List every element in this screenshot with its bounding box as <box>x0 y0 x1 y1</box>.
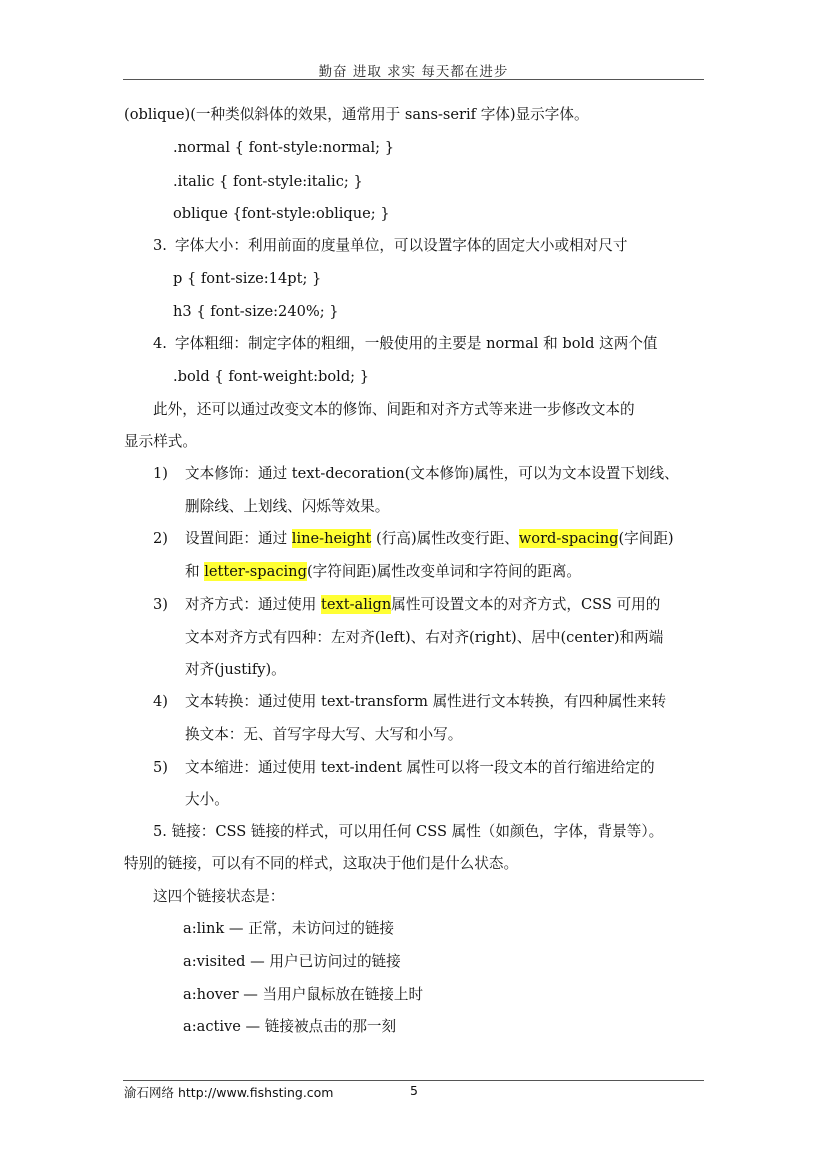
list-number: 3) <box>153 596 168 613</box>
highlighted-term: letter-spacing <box>204 563 307 580</box>
highlighted-term: line-height <box>291 530 372 547</box>
text-line: 换文本：无、首写字母大写、大写和小写。 <box>185 726 463 743</box>
text-line: 字体粗细：制定字体的粗细，一般使用的主要是 normal 和 bold 这两个值 <box>175 335 658 352</box>
code-line: p { font-size:14pt; } <box>173 270 322 287</box>
code-line: .normal { font-style:normal; } <box>173 139 394 156</box>
page-header: 勤奋 进取 求实 每天都在进步 <box>318 64 509 80</box>
list-number: 4. <box>153 335 167 352</box>
code-line: .italic { font-style:italic; } <box>173 173 363 190</box>
text-segment: (字间距) <box>618 530 674 547</box>
list-number: 3. <box>153 237 167 254</box>
text-line: 文本对齐方式有四种：左对齐(left)、右对齐(right)、居中(center)和两端 <box>185 629 664 646</box>
footer-site: 渝石网络 http://www.fishsting.com <box>124 1085 334 1100</box>
text-segment: (字符间距)属性改变单词和字符间的距离。 <box>306 563 582 580</box>
text-line <box>185 561 581 583</box>
text-line: 字体大小：利用前面的度量单位，可以设置字体的固定大小或相对尺寸 <box>175 237 628 254</box>
text-line: 删除线、上划线、闪烁等效果。 <box>185 498 390 515</box>
highlighted-term: text-align <box>320 596 392 613</box>
link-state-item: a:visited — 用户已访问过的链接 <box>183 953 401 970</box>
text-line: 文本修饰：通过 text-decoration(文本修饰)属性，可以为文本设置下划线、 <box>185 465 679 482</box>
text-segment: (行高)属性改变行距、 <box>371 530 519 547</box>
text-segment: 对齐方式：通过使用 <box>185 596 321 613</box>
link-state-item: a:link — 正常，未访问过的链接 <box>183 920 395 937</box>
text-line: 特别的链接，可以有不同的样式，这取决于他们是什么状态。 <box>124 855 519 872</box>
text-segment: 属性可设置文本的对齐方式，CSS 可用的 <box>391 596 661 613</box>
text-line: 大小。 <box>185 791 229 808</box>
text-line: 此外，还可以通过改变文本的修饰、间距和对齐方式等来进一步修改文本的 <box>153 401 635 418</box>
code-line: h3 { font-size:240%; } <box>173 303 339 320</box>
list-number: 2) <box>153 530 168 547</box>
list-number: 4) <box>153 693 168 710</box>
text-line: (oblique)(一种类似斜体的效果，通常用于 sans-serif 字体)显示字体。 <box>124 106 589 123</box>
page-number: 5 <box>410 1083 418 1098</box>
link-state-item: a:hover — 当用户鼠标放在链接上时 <box>183 986 424 1003</box>
text-line: 文本转换：通过使用 text-transform 属性进行文本转换，有四种属性来转 <box>185 693 667 710</box>
footer-divider <box>123 1080 704 1081</box>
text-line <box>185 594 660 616</box>
link-state-item: a:active — 链接被点击的那一刻 <box>183 1018 397 1035</box>
highlighted-term: word-spacing <box>518 530 619 547</box>
text-line <box>185 528 674 550</box>
text-segment: 和 <box>185 563 205 580</box>
text-line: 显示样式。 <box>124 433 197 450</box>
list-number: 5) <box>153 759 168 776</box>
text-line: 这四个链接状态是： <box>153 888 285 905</box>
list-number: 1) <box>153 465 168 482</box>
text-line: 5. 链接：CSS 链接的样式，可以用任何 CSS 属性（如颜色，字体，背景等）。 <box>153 823 664 840</box>
code-line: oblique {font-style:oblique; } <box>173 205 390 222</box>
header-divider <box>123 79 704 80</box>
text-segment: 设置间距：通过 <box>185 530 292 547</box>
text-line: 对齐(justify)。 <box>185 661 286 678</box>
text-line: 文本缩进：通过使用 text-indent 属性可以将一段文本的首行缩进给定的 <box>185 759 655 776</box>
code-line: .bold { font-weight:bold; } <box>173 368 370 385</box>
